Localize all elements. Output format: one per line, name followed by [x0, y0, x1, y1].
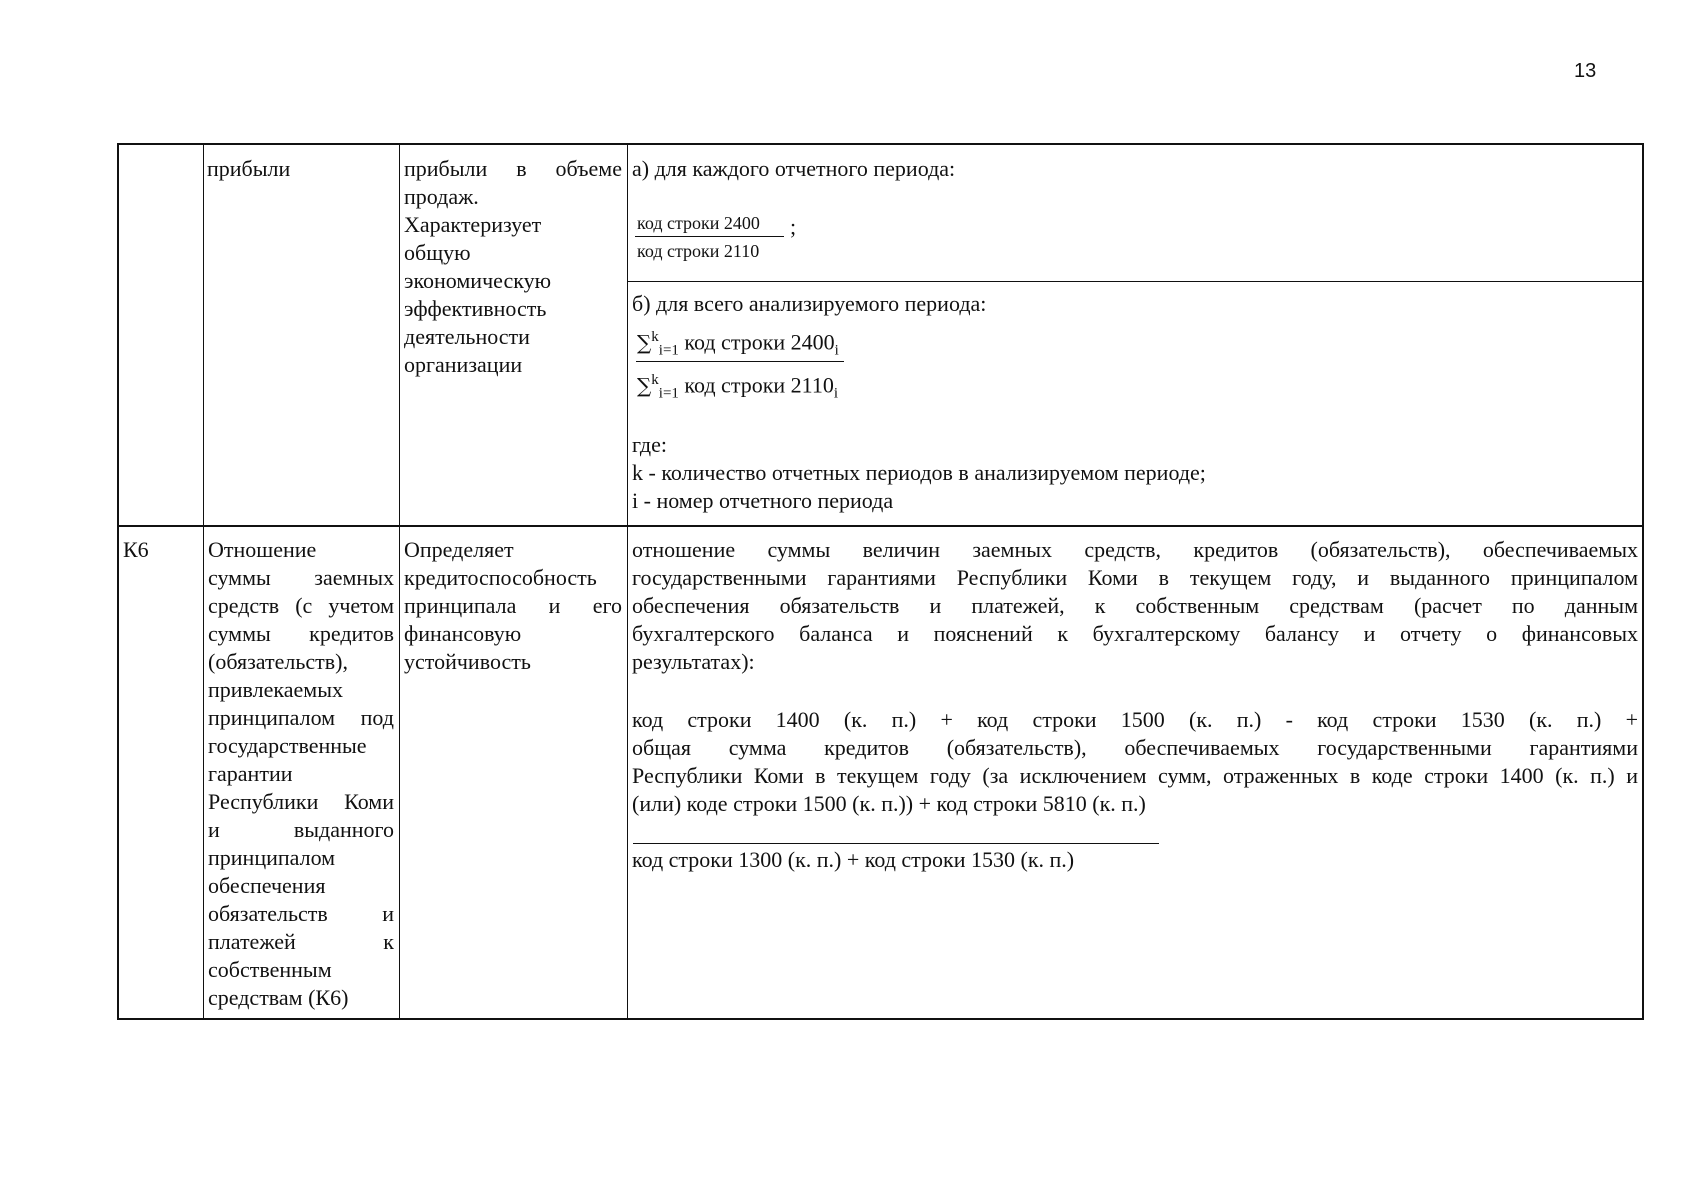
sum-lower-limit: i=1: [658, 385, 679, 402]
sum-lower-limit: i=1: [658, 342, 679, 359]
sum-symbol: ∑: [637, 373, 652, 398]
numerator-text: код строки 2400: [684, 329, 835, 355]
name-line: суммы кредитов: [208, 621, 394, 646]
name-line: платежей к: [208, 929, 394, 954]
purpose-line: устойчивость: [404, 649, 531, 674]
description-line: отношение суммы величин заемных средств, кредитов (обязательств), обеспечиваемых: [632, 537, 1638, 562]
formula-a-suffix: ;: [790, 214, 797, 239]
description-line: бухгалтерского баланса и пояснений к бухгалтерскому балансу и отчету о финансовых: [632, 621, 1638, 646]
column-divider: [399, 143, 400, 1020]
name-line: обязательств и: [208, 901, 394, 926]
numerator-line: общая сумма кредитов (обязательств), обеспечиваемых государственными гарантиями: [632, 735, 1638, 760]
k6-numerator: [632, 706, 1638, 818]
description-line: государственными гарантиями Республики Коми в текущем году, и выданного принципалом: [632, 565, 1638, 590]
name-line: привлекаемых: [208, 677, 343, 702]
numerator-line: (или) коде строки 1500 (к. п.)) + код строки 5810 (к. п.): [632, 791, 1146, 816]
description-line: результатах):: [632, 649, 755, 674]
description-line: продаж.: [404, 184, 479, 209]
indicator-purpose-cell: [404, 536, 622, 676]
fraction-bar: [635, 236, 784, 237]
formula-b-heading: б) для всего анализируемого периода:: [632, 291, 987, 316]
purpose-line: кредитоспособность: [404, 565, 597, 590]
formula-a-heading: а) для каждого отчетного периода:: [632, 156, 956, 181]
page-number: 13: [1574, 60, 1597, 82]
description-line: прибыли в объеме: [404, 156, 622, 181]
row-divider: [117, 525, 1644, 527]
formula-divider: [627, 281, 1644, 282]
purpose-line: Определяет: [404, 537, 514, 562]
numerator-line: код строки 1400 (к. п.) + код строки 1500 (к. п.) - код строки 1530 (к. п.) +: [632, 707, 1638, 732]
name-line: и выданного: [208, 817, 394, 842]
index: i: [833, 385, 839, 402]
formula-a-numerator: код строки 2400: [637, 213, 760, 233]
indicator-code: К6: [123, 537, 149, 562]
name-line: средствам (К6): [208, 985, 349, 1010]
name-line: суммы заемных: [208, 565, 394, 590]
fraction-bar: [636, 361, 844, 362]
name-line: собственным: [208, 957, 332, 982]
sum-symbol: ∑: [637, 330, 652, 355]
sum-upper-limit: k: [651, 329, 659, 345]
name-line: государственные: [208, 733, 367, 758]
description-line: общую: [404, 240, 471, 265]
fraction-bar: [633, 843, 1159, 844]
description-line: Характеризует: [404, 212, 542, 237]
name-line: Республики Коми: [208, 789, 394, 814]
description-line: экономическую: [404, 268, 552, 293]
formula-a-denominator: код строки 2110: [637, 241, 760, 261]
column-divider: [627, 143, 628, 1020]
name-line: (обязательств),: [208, 649, 348, 674]
indicator-name-cell: прибыли: [207, 156, 291, 181]
name-line: Отношение: [208, 537, 317, 562]
denominator-text: код строки 2110: [684, 372, 834, 398]
i-definition: i - номер отчетного периода: [632, 488, 894, 513]
where-label: где:: [632, 432, 667, 457]
index: i: [834, 342, 839, 359]
description-line: организации: [404, 352, 523, 377]
description-line: деятельности: [404, 324, 530, 349]
formula-b-denominator: [637, 368, 838, 406]
numerator-line: Республики Коми в текущем году (за исключением сумм, отраженных в коде строки 1400 (к. п.) и: [632, 763, 1638, 788]
k6-denominator: код строки 1300 (к. п.) + код строки 1530 (к. п.): [632, 847, 1075, 872]
purpose-line: финансовую: [404, 621, 522, 646]
calculation-description: [632, 536, 1638, 676]
sum-upper-limit: k: [651, 372, 659, 388]
where-block: [632, 431, 1206, 515]
name-line: обеспечения: [208, 873, 326, 898]
description-line: эффективность: [404, 296, 547, 321]
k-definition: k - количество отчетных периодов в анализируемом периоде;: [632, 460, 1206, 485]
name-line: гарантии: [208, 761, 293, 786]
name-line: принципалом: [208, 845, 336, 870]
indicator-name-cell: [208, 536, 394, 1012]
name-line: средств (с учетом: [208, 593, 394, 618]
formula-b-numerator: [637, 325, 839, 363]
column-divider: [203, 143, 204, 1020]
purpose-line: принципала и его: [404, 593, 622, 618]
description-line: обеспечения обязательств и платежей, к собственным средствам (расчет по данным: [632, 593, 1638, 618]
name-line: принципалом под: [208, 705, 394, 730]
indicator-description-cell: [404, 155, 622, 379]
